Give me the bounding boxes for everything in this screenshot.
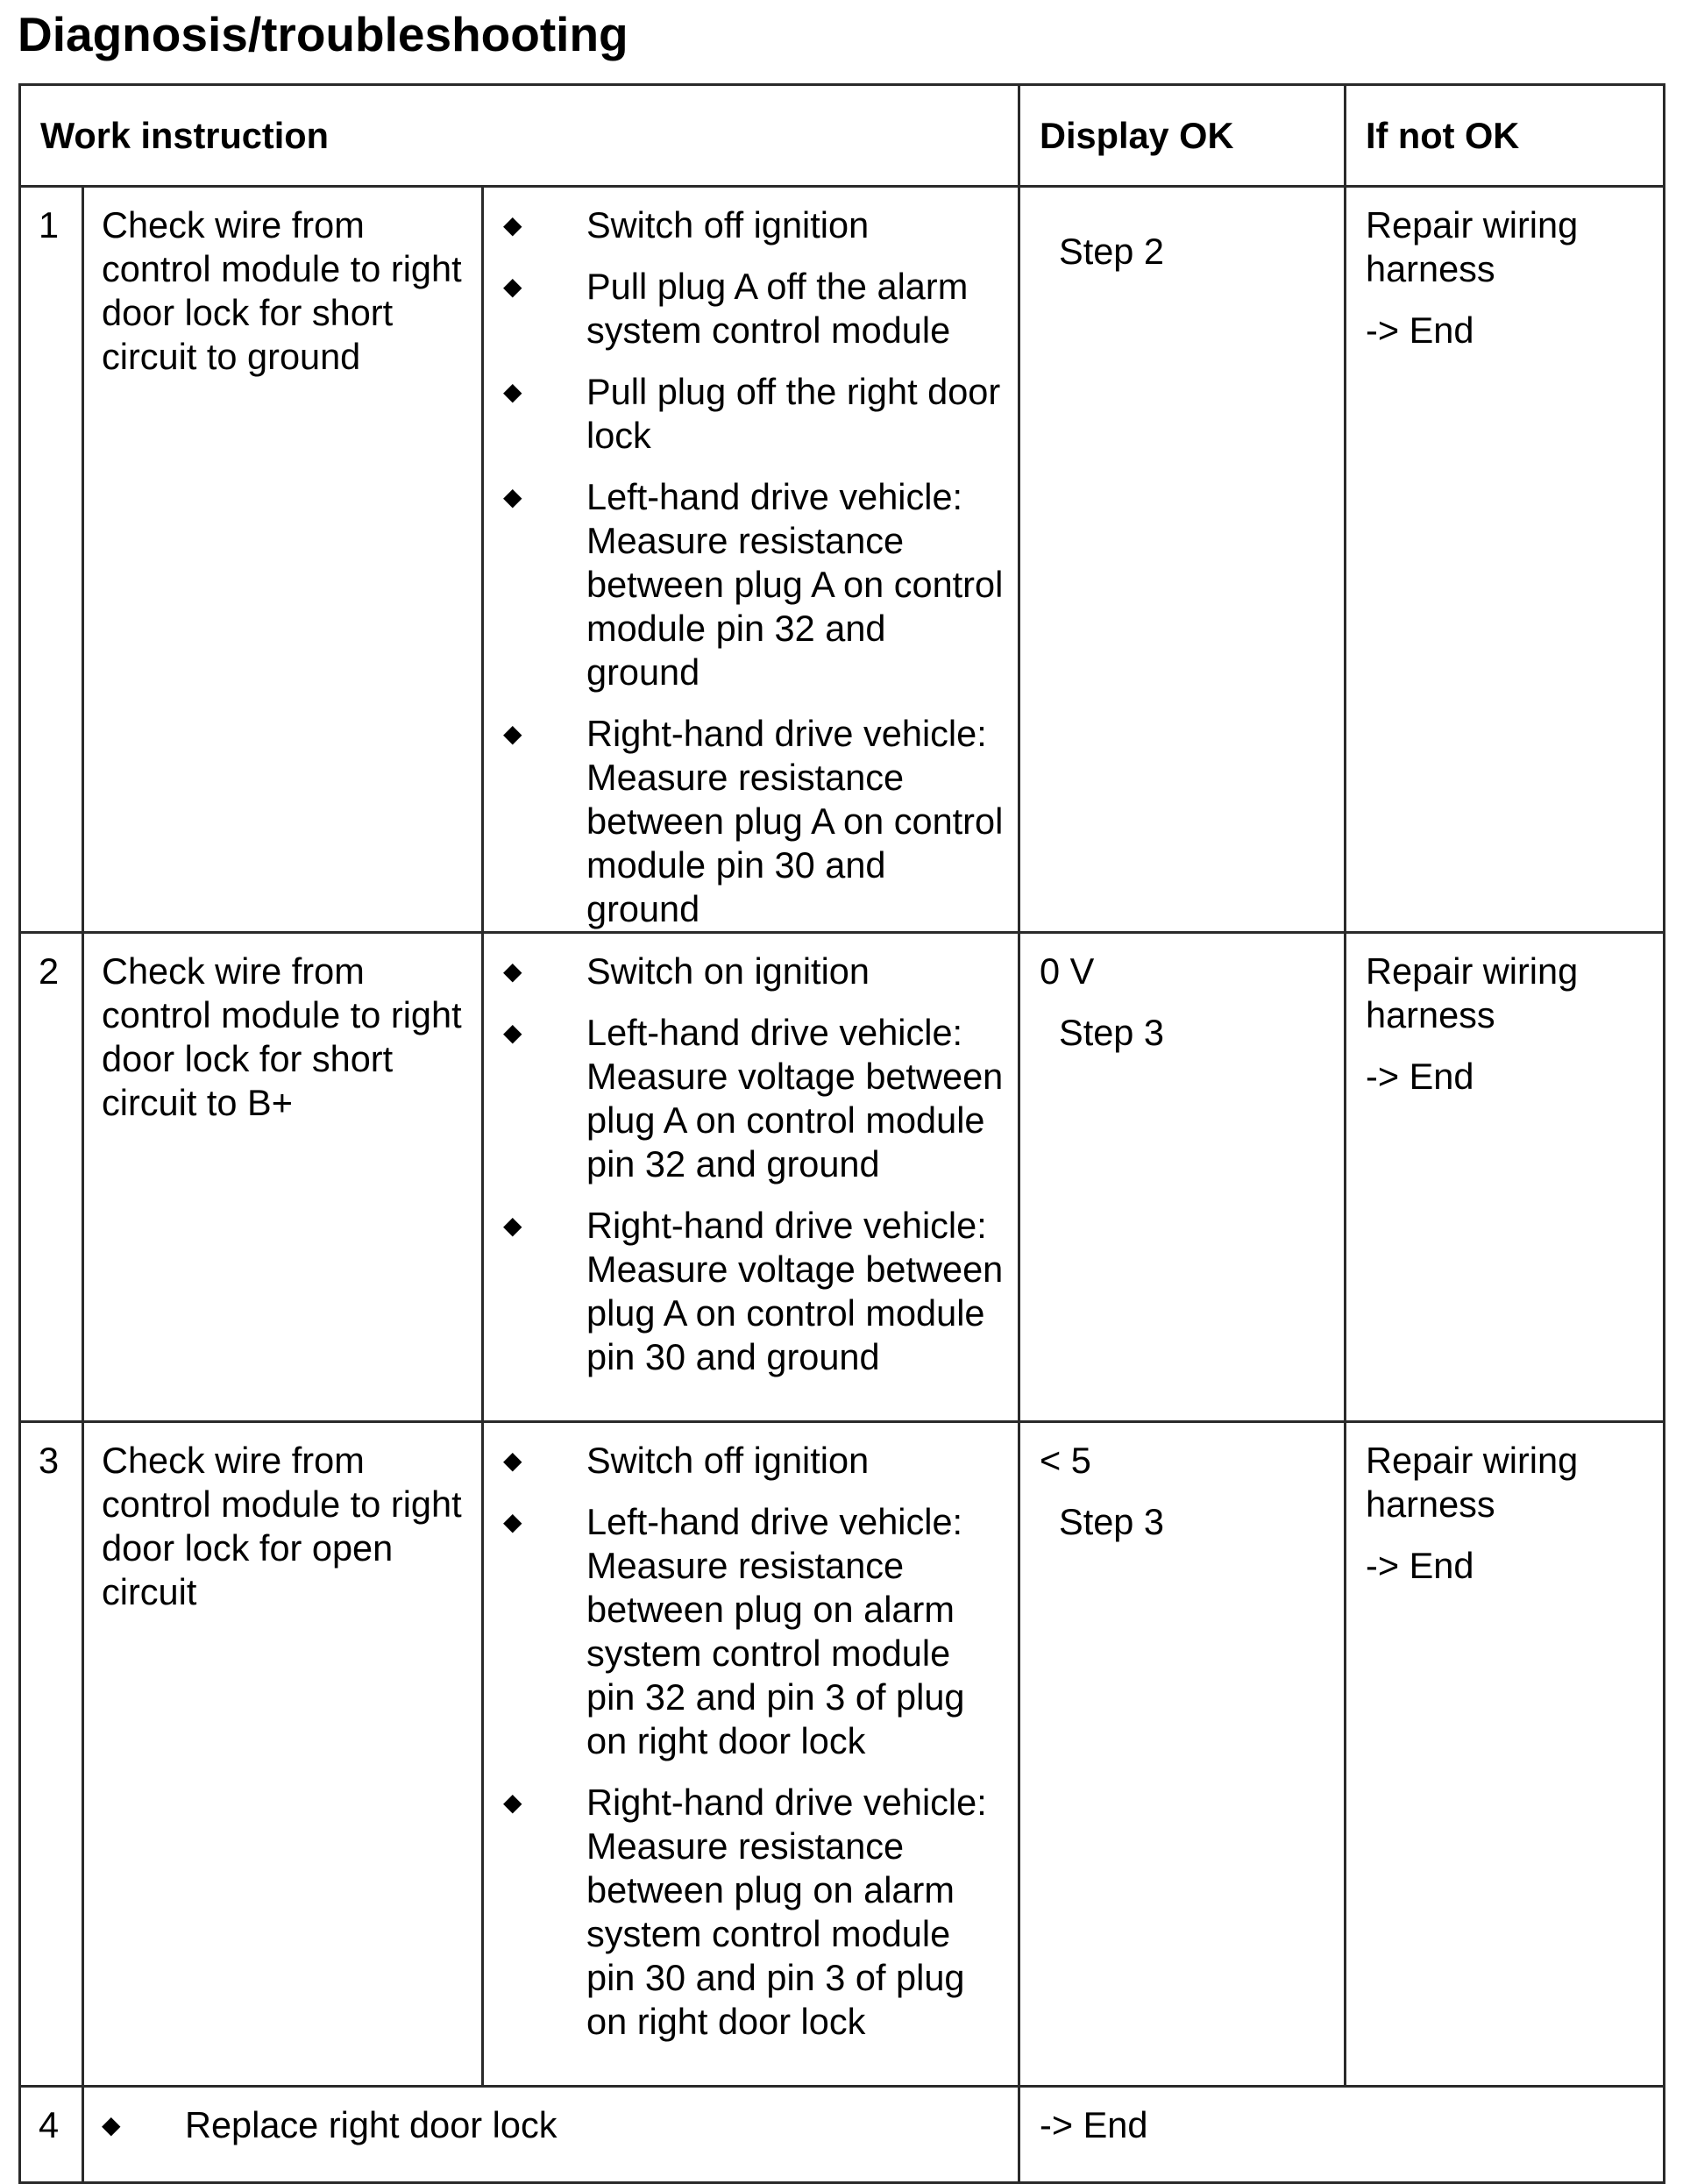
diamond-bullet-icon: ◆ [503,273,522,300]
step-item: ◆ Right-hand drive vehicle: Measure voltage between plug A on control module pin 30 and ground [503,1205,1004,1377]
row-steps [483,1422,1019,2087]
row-number: 4 [20,2087,83,2183]
instruction-text: Replace right door lock [185,2104,557,2145]
ok-value: < 5 [1040,1440,1091,1481]
diamond-bullet-icon: ◆ [102,2111,121,2138]
not-ok-action: Repair wiring harness [1366,1440,1579,1525]
row-display-ok [1019,187,1346,933]
not-ok-next: -> End [1366,1545,1474,1586]
step-item: ◆ Pull plug off the right door lock [503,371,1001,456]
step-item: ◆ Switch off ignition [503,204,870,245]
not-ok-next: -> End [1366,1056,1474,1097]
next-step-ref: Step 3 [1059,1012,1164,1053]
row-steps [483,933,1019,1422]
step-item: ◆ Switch on ignition [503,950,870,992]
row-if-not-ok [1346,1422,1665,2087]
diamond-bullet-icon: ◆ [503,720,522,747]
step-item: ◆ Left-hand drive vehicle: Measure voltage between plug A on control module pin 32 and ground [503,1012,1004,1184]
step-item: ◆ Right-hand drive vehicle: Measure resistance between plug on alarm system control module pin 30 and pin 3 of plug on right door lock [503,1782,987,2042]
diamond-bullet-icon: ◆ [503,1212,522,1239]
row-display-ok: -> End [1019,2087,1665,2183]
row-number: 2 [20,933,83,1422]
diamond-bullet-icon: ◆ [503,1019,522,1046]
step-item: ◆ Left-hand drive vehicle: Measure resistance between plug A on control module pin 32 and ground [503,476,1004,693]
row-description: Check wire from control module to right door lock for open circuit [83,1422,483,2087]
header-display-ok: Display OK [1019,85,1346,187]
row-display-ok [1019,933,1346,1422]
row-if-not-ok [1346,187,1665,933]
row-number: 1 [20,187,83,933]
table-row [20,187,1665,933]
diagnosis-table [18,83,1665,2184]
step-item: ◆ Pull plug A off the alarm system control module [503,266,969,351]
row-steps [483,187,1019,933]
page-title: Diagnosis/troubleshooting [18,7,628,61]
diamond-bullet-icon: ◆ [503,378,522,405]
header-work-instruction: Work instruction [20,85,1019,187]
diamond-bullet-icon: ◆ [503,1508,522,1535]
not-ok-next: -> End [1366,309,1474,351]
table-header-row [20,85,1665,187]
next-step-ref: Step 3 [1059,1501,1164,1542]
step-item: ◆ Left-hand drive vehicle: Measure resistance between plug on alarm system control module pin 32 and pin 3 of plug on right door lock [503,1501,965,1761]
row-instruction [83,2087,1019,2183]
diamond-bullet-icon: ◆ [503,1447,522,1474]
table-row [20,933,1665,1422]
table-row [20,1422,1665,2087]
not-ok-action: Repair wiring harness [1366,950,1579,1035]
step-item: ◆ Right-hand drive vehicle: Measure resistance between plug A on control module pin 30 and ground [503,713,1004,929]
row-if-not-ok [1346,933,1665,1422]
diamond-bullet-icon: ◆ [503,211,522,238]
diamond-bullet-icon: ◆ [503,957,522,985]
row-description: Check wire from control module to right door lock for short circuit to B+ [83,933,483,1422]
not-ok-action: Repair wiring harness [1366,204,1579,289]
row-display-ok [1019,1422,1346,2087]
diamond-bullet-icon: ◆ [503,1789,522,1816]
table-row [20,2087,1665,2183]
header-if-not-ok: If not OK [1346,85,1665,187]
row-number: 3 [20,1422,83,2087]
row-description: Check wire from control module to right door lock for short circuit to ground [83,187,483,933]
step-item: ◆ Switch off ignition [503,1440,870,1481]
diamond-bullet-icon: ◆ [503,483,522,510]
next-step-ref: Step 2 [1059,231,1164,272]
ok-value: 0 V [1040,950,1095,992]
